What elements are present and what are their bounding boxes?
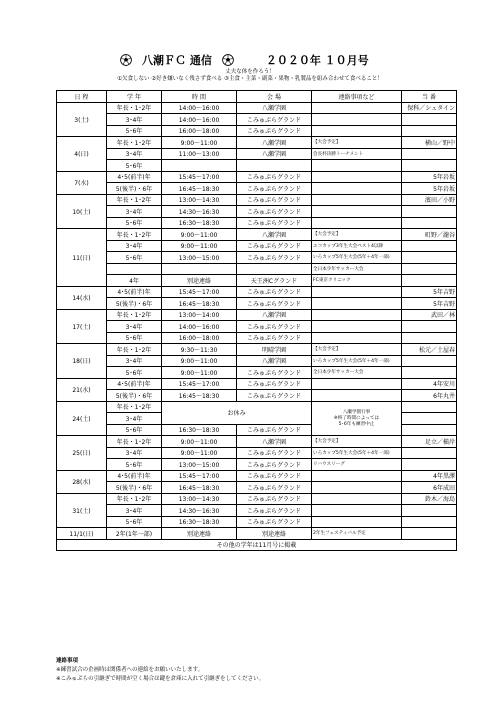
table-row xyxy=(57,252,457,264)
grade-cell xyxy=(107,263,162,275)
grade-cell: 4･5(前半)年 xyxy=(107,470,162,482)
venue-cell: こみゅぷらグランド xyxy=(237,378,312,390)
duty-cell: 武田／林 xyxy=(402,309,457,321)
time-cell: 9:00～11:00 xyxy=(162,229,237,241)
table-row xyxy=(57,137,457,149)
time-cell: 13:00～14:30 xyxy=(162,493,237,505)
table-row xyxy=(57,160,457,172)
grade-cell: 5(後半)・6年 xyxy=(107,390,162,402)
event-note-line: 5･6年も練習中止 xyxy=(338,422,375,428)
time-cell: 15:45～17:00 xyxy=(162,286,237,298)
grade-cell: 4年 xyxy=(107,275,162,287)
table-row xyxy=(57,229,457,241)
venue-cell: こみゅぷらグランド xyxy=(237,505,312,517)
table-row xyxy=(57,470,457,482)
venue-cell: 明晴学園 xyxy=(237,344,312,356)
newsletter-title xyxy=(120,52,420,68)
duty-cell xyxy=(402,401,457,413)
venue-cell: 八瀬学園 xyxy=(237,436,312,448)
table-row xyxy=(57,125,457,137)
venue-cell: こみゅぷらグランド xyxy=(237,447,312,459)
note-cell xyxy=(312,171,402,183)
duty-cell xyxy=(402,148,457,160)
note-cell xyxy=(312,114,402,126)
column-header: 会 場 xyxy=(237,91,312,103)
table-row xyxy=(57,240,457,252)
table-row xyxy=(57,482,457,494)
grade-cell: 5･6年 xyxy=(107,424,162,436)
note-cell: いろカップ5年生大会(5年＋4年一部) xyxy=(312,252,402,264)
duty-cell: 4年安川 xyxy=(402,378,457,390)
nutrition-motto xyxy=(0,69,500,83)
date-cell: 4(日) xyxy=(57,137,107,172)
notes-heading: 連絡事項 xyxy=(56,658,79,664)
time-cell: 14:30～16:30 xyxy=(162,206,237,218)
venue-cell: こみゅぷらグランド xyxy=(237,252,312,264)
duty-cell xyxy=(402,424,457,436)
grade-cell: 5･6年 xyxy=(107,160,162,172)
duty-cell: 5年岩坂 xyxy=(402,183,457,195)
grade-cell: 3･4年 xyxy=(107,206,162,218)
table-row xyxy=(57,171,457,183)
grade-cell: 5(後半)・6年 xyxy=(107,298,162,310)
schedule-table xyxy=(56,90,457,551)
table-row xyxy=(57,332,457,344)
duty-cell: 町野／瀧谷 xyxy=(402,229,457,241)
title-right: ２０２０年 １０月号 xyxy=(265,54,369,67)
time-cell: 14:30～16:30 xyxy=(162,505,237,517)
venue-cell xyxy=(237,160,312,172)
time-cell: 15:45～17:00 xyxy=(162,378,237,390)
table-row xyxy=(57,436,457,448)
venue-cell: こみゅぷらグランド xyxy=(237,206,312,218)
date-cell: 7(水) xyxy=(57,171,107,194)
rest-cell: お休み xyxy=(162,401,312,424)
time-cell: 16:00～18:00 xyxy=(162,332,237,344)
date-cell: 10(土) xyxy=(57,194,107,229)
duty-cell xyxy=(402,413,457,425)
venue-cell: こみゅぷらグランド xyxy=(237,240,312,252)
venue-cell xyxy=(237,263,312,275)
duty-cell: 6年丸井 xyxy=(402,390,457,402)
table-header-row xyxy=(57,91,457,103)
time-cell: 16:30～18:30 xyxy=(162,424,237,436)
grade-cell: 5･6年 xyxy=(107,125,162,137)
table-row xyxy=(57,263,457,275)
grade-cell: 5(後半)・6年 xyxy=(107,183,162,195)
time-cell: 14:00～16:00 xyxy=(162,321,237,333)
note-cell xyxy=(312,493,402,505)
duty-cell: 保科／シュタイン xyxy=(402,102,457,114)
time-cell: 別途連絡 xyxy=(162,275,237,287)
note-cell xyxy=(312,332,402,344)
note-cell xyxy=(312,194,402,206)
note-cell: 【大会予定】 xyxy=(312,436,402,448)
venue-cell: こみゅぷらグランド xyxy=(237,217,312,229)
duty-cell xyxy=(402,516,457,528)
time-cell: 16:45～18:30 xyxy=(162,482,237,494)
table-row xyxy=(57,401,457,413)
table-row xyxy=(57,148,457,160)
venue-cell: こみゅぷらグランド xyxy=(237,194,312,206)
duty-cell xyxy=(402,447,457,459)
grade-cell: 4･5(前半)年 xyxy=(107,286,162,298)
table-row xyxy=(57,355,457,367)
column-header: 連絡事項など xyxy=(312,91,402,103)
duty-cell: 4年黒澤 xyxy=(402,470,457,482)
note-cell: エコカップ3年生大会ベスト4以降 xyxy=(312,240,402,252)
duty-cell: 濱田／小野 xyxy=(402,194,457,206)
table-row xyxy=(57,390,457,402)
grade-cell: 年長・1･2年 xyxy=(107,102,162,114)
note-cell xyxy=(312,183,402,195)
table-row xyxy=(57,321,457,333)
table-row xyxy=(57,378,457,390)
duty-cell xyxy=(402,252,457,264)
duty-cell xyxy=(402,125,457,137)
table-row xyxy=(57,528,457,540)
venue-cell: こみゅぷらグランド xyxy=(237,516,312,528)
note-cell xyxy=(312,390,402,402)
note-cell: 会長杯決勝トーナメント xyxy=(312,148,402,160)
duty-cell: 横山／野中 xyxy=(402,137,457,149)
event-note-line: ※終了時間によっては xyxy=(333,416,380,422)
venue-cell: こみゅぷらグランド xyxy=(237,321,312,333)
venue-cell: こみゅぷらグランド xyxy=(237,493,312,505)
grade-cell: 5･6年 xyxy=(107,217,162,229)
time-cell: 13:00～15:00 xyxy=(162,252,237,264)
duty-cell xyxy=(402,367,457,379)
table-row xyxy=(57,459,457,471)
footer-row xyxy=(57,539,457,551)
time-cell: 16:45～18:30 xyxy=(162,183,237,195)
duty-cell: 足立／槇岸 xyxy=(402,436,457,448)
notes-section xyxy=(56,657,264,684)
note-cell: いろカップ5年生大会(5年＋4年一部) xyxy=(312,447,402,459)
soccer-ball-icon xyxy=(222,54,234,66)
note-cell: いろカップ5年生大会(5年＋4年一部) xyxy=(312,355,402,367)
note-cell: 【大会予定】 xyxy=(312,137,402,149)
note-cell xyxy=(312,321,402,333)
duty-cell xyxy=(402,217,457,229)
table-row xyxy=(57,344,457,356)
note-line: ※練習試合の企画時は関係者への連絡をお願いいたします。 xyxy=(56,667,204,673)
grade-cell: 年長・1･2年 xyxy=(107,344,162,356)
table-row xyxy=(57,367,457,379)
venue-cell: 別途連絡 xyxy=(237,528,312,540)
grade-cell: 年長・1･2年 xyxy=(107,137,162,149)
grade-cell: 3･4年 xyxy=(107,114,162,126)
time-cell: 9:00～11:00 xyxy=(162,447,237,459)
grade-cell: 3･4年 xyxy=(107,148,162,160)
note-cell xyxy=(312,206,402,218)
soccer-ball-icon xyxy=(120,54,132,66)
date-cell: 11/1(日) xyxy=(57,528,107,540)
table-row xyxy=(57,183,457,195)
grade-cell: 年長・1･2年 xyxy=(107,401,162,413)
table-row xyxy=(57,102,457,114)
grade-cell: 3･4年 xyxy=(107,355,162,367)
date-cell: 31(土) xyxy=(57,493,107,528)
column-header: 当 番 xyxy=(402,91,457,103)
footer-cell: その他の学年は11月号に掲載 xyxy=(57,539,457,551)
table-row xyxy=(57,309,457,321)
venue-cell: 八瀬学園 xyxy=(237,137,312,149)
grade-cell: 年長・1･2年 xyxy=(107,194,162,206)
venue-cell: こみゅぷらグランド xyxy=(237,332,312,344)
duty-cell: 5年吉野 xyxy=(402,286,457,298)
venue-cell: こみゅぷらグランド xyxy=(237,114,312,126)
venue-cell: こみゅぷらグランド xyxy=(237,183,312,195)
time-cell: 14:00～16:00 xyxy=(162,114,237,126)
grade-cell: 2年(1年一部) xyxy=(107,528,162,540)
venue-cell: 八瀬学園 xyxy=(237,229,312,241)
grade-cell: 年長・1･2年 xyxy=(107,229,162,241)
date-cell: 11(日) xyxy=(57,229,107,287)
time-cell: 9:30～11:30 xyxy=(162,344,237,356)
venue-cell: こみゅぷらグランド xyxy=(237,367,312,379)
column-header: 日 程 xyxy=(57,91,107,103)
duty-cell xyxy=(402,275,457,287)
date-cell: 14(水) xyxy=(57,286,107,309)
time-cell: 13:00～14:00 xyxy=(162,309,237,321)
grade-cell: 5･6年 xyxy=(107,367,162,379)
duty-cell xyxy=(402,459,457,471)
grade-cell: 3･4年 xyxy=(107,240,162,252)
time-cell: 16:30～18:30 xyxy=(162,217,237,229)
time-cell: 別途連絡 xyxy=(162,528,237,540)
venue-cell: 八瀬学園 xyxy=(237,102,312,114)
note-cell xyxy=(312,309,402,321)
note-line: ※こみゅぷらの引継ぎで時間が空く場合は鍵を倉庫に入れて引継ぎをしてください。 xyxy=(56,676,265,682)
time-cell: 9:00～11:00 xyxy=(162,355,237,367)
venue-cell: こみゅぷらグランド xyxy=(237,459,312,471)
table-row xyxy=(57,516,457,528)
note-cell: 全日本少年サッカー大会 xyxy=(312,263,402,275)
title-left: 八潮ＦＣ 通信 xyxy=(142,54,212,67)
duty-cell xyxy=(402,528,457,540)
grade-cell: 3･4年 xyxy=(107,505,162,517)
grade-cell: 5･6年 xyxy=(107,252,162,264)
date-cell: 21(水) xyxy=(57,378,107,401)
venue-cell: こみゅぷらグランド xyxy=(237,470,312,482)
note-cell xyxy=(312,286,402,298)
grade-cell: 年長・1･2年 xyxy=(107,493,162,505)
time-cell: 14:00～16:00 xyxy=(162,102,237,114)
time-cell: 16:00～18:00 xyxy=(162,125,237,137)
time-cell xyxy=(162,160,237,172)
grade-cell: 年長・1･2年 xyxy=(107,309,162,321)
note-cell: 【大会予定】 xyxy=(312,344,402,356)
venue-cell: 天王洲Cグランド xyxy=(237,275,312,287)
grade-cell: 5(後半)・6年 xyxy=(107,482,162,494)
event-note-cell xyxy=(312,401,402,436)
grade-cell: 5･6年 xyxy=(107,516,162,528)
time-cell: 15:45～17:00 xyxy=(162,470,237,482)
note-cell xyxy=(312,160,402,172)
duty-cell xyxy=(402,263,457,275)
time-cell xyxy=(162,263,237,275)
table-row xyxy=(57,275,457,287)
column-header: 学 年 xyxy=(107,91,162,103)
note-cell xyxy=(312,378,402,390)
venue-cell: 八瀬学園 xyxy=(237,355,312,367)
duty-cell xyxy=(402,505,457,517)
note-cell: FC東京クリニック xyxy=(312,275,402,287)
time-cell: 9:00～11:00 xyxy=(162,436,237,448)
table-row xyxy=(57,206,457,218)
table-row xyxy=(57,298,457,310)
duty-cell: 松元／土屋春 xyxy=(402,344,457,356)
table-row xyxy=(57,505,457,517)
duty-cell: 6年成田 xyxy=(402,482,457,494)
duty-cell xyxy=(402,160,457,172)
time-cell: 9:00～11:00 xyxy=(162,137,237,149)
venue-cell: 八瀬学園 xyxy=(237,148,312,160)
note-cell: リハウスリーグ xyxy=(312,459,402,471)
table-row xyxy=(57,194,457,206)
event-note-line: 八瀬学園行事 xyxy=(342,410,371,416)
motto-line-2: ①欠食しない ②好き嫌いなく残さず食べる ③主食・主菜・副菜・果物・乳製品を組み合わせて食べること！ xyxy=(117,76,383,82)
venue-cell: こみゅぷらグランド xyxy=(237,298,312,310)
schedule-body xyxy=(57,102,457,551)
grade-cell: 5･6年 xyxy=(107,459,162,471)
venue-cell: こみゅぷらグランド xyxy=(237,286,312,298)
venue-cell: こみゅぷらグランド xyxy=(237,424,312,436)
note-cell xyxy=(312,298,402,310)
column-header: 時 間 xyxy=(162,91,237,103)
grade-cell: 年長・1･2年 xyxy=(107,436,162,448)
table-row xyxy=(57,217,457,229)
duty-cell: 5年岩坂 xyxy=(402,171,457,183)
date-cell: 3(土) xyxy=(57,102,107,137)
duty-cell: 5年吉野 xyxy=(402,298,457,310)
duty-cell xyxy=(402,114,457,126)
venue-cell: こみゅぷらグランド xyxy=(237,390,312,402)
time-cell: 16:45～18:30 xyxy=(162,298,237,310)
time-cell: 9:00～11:00 xyxy=(162,367,237,379)
grade-cell: 4･5(前半)年 xyxy=(107,378,162,390)
grade-cell: 3･4年 xyxy=(107,321,162,333)
table-row xyxy=(57,286,457,298)
note-cell xyxy=(312,102,402,114)
duty-cell xyxy=(402,206,457,218)
date-cell: 17(土) xyxy=(57,309,107,344)
duty-cell: 鈴木／海島 xyxy=(402,493,457,505)
duty-cell xyxy=(402,355,457,367)
note-cell xyxy=(312,505,402,517)
note-cell xyxy=(312,217,402,229)
venue-cell: こみゅぷらグランド xyxy=(237,482,312,494)
grade-cell: 4･5(前半)年 xyxy=(107,171,162,183)
note-cell xyxy=(312,125,402,137)
note-cell xyxy=(312,516,402,528)
time-cell: 9:00～11:00 xyxy=(162,240,237,252)
table-row xyxy=(57,447,457,459)
time-cell: 11:00～13:00 xyxy=(162,148,237,160)
table-row xyxy=(57,493,457,505)
time-cell: 16:30～18:30 xyxy=(162,516,237,528)
duty-cell xyxy=(402,332,457,344)
duty-cell xyxy=(402,240,457,252)
grade-cell: 3･4年 xyxy=(107,447,162,459)
note-cell xyxy=(312,470,402,482)
date-cell: 28(水) xyxy=(57,470,107,493)
venue-cell: こみゅぷらグランド xyxy=(237,171,312,183)
note-cell xyxy=(312,482,402,494)
grade-cell: 5･6年 xyxy=(107,332,162,344)
time-cell: 16:45～18:30 xyxy=(162,390,237,402)
venue-cell: 八瀬学園 xyxy=(237,309,312,321)
time-cell: 15:45～17:00 xyxy=(162,171,237,183)
note-cell: 【大会予定】 xyxy=(312,229,402,241)
grade-cell: 3･4年 xyxy=(107,413,162,425)
date-cell: 24(土) xyxy=(57,401,107,436)
note-cell: 全日本少年サッカー大会 xyxy=(312,367,402,379)
time-cell: 13:00～15:00 xyxy=(162,459,237,471)
time-cell: 13:00～14:30 xyxy=(162,194,237,206)
date-cell: 18(日) xyxy=(57,344,107,379)
date-cell: 25(日) xyxy=(57,436,107,471)
venue-cell: こみゅぷらグランド xyxy=(237,125,312,137)
motto-line-1: 丈夫な体を作ろう！ xyxy=(225,69,275,75)
note-cell: 2年生フェスティバル予定 xyxy=(312,528,402,540)
table-row xyxy=(57,114,457,126)
duty-cell xyxy=(402,321,457,333)
